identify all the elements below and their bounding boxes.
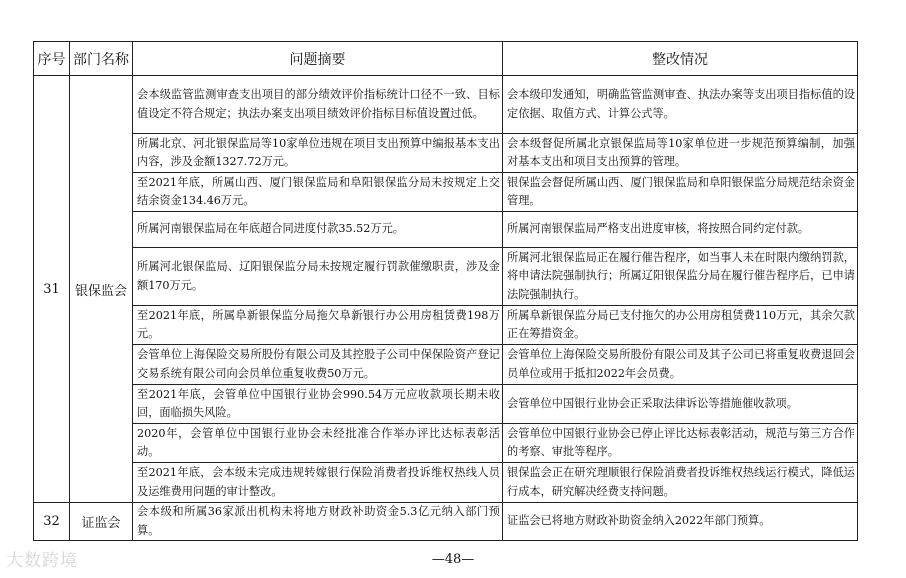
seq-cell: 31 <box>34 76 70 503</box>
dept-cell: 银保监会 <box>70 76 133 503</box>
rectify-cell: 银保监会督促所属山西、厦门银保监局和阜阳银保监分局规范结余资金管理。 <box>503 173 858 212</box>
issue-cell: 所属北京、河北银保监局等10家单位违规在项目支出预算中编报基本支出内容，涉及金额1327.72万元。 <box>133 134 503 173</box>
issue-cell: 至2021年底，所属山西、厦门银保监局和阜阳银保监分局未按规定上交结余资金134.46万元。 <box>133 173 503 212</box>
rectify-cell: 会管单位上海保险交易所股份有限公司及其子公司已将重复收费退回会员单位或用于抵扣2022年会员费。 <box>503 345 858 385</box>
table-row <box>34 463 858 503</box>
issue-cell: 所属河南银保监局在年底超合同进度付款35.52万元。 <box>133 212 503 248</box>
issue-cell: 会本级监管监测审查支出项目的部分绩效评价指标统计口径不一致、目标值设定不符合规定；执法办案支出项目绩效评价指标目标值设置过低。 <box>133 76 503 134</box>
issue-cell: 至2021年底，会本级未完成违规转嫁银行保险消费者投诉维权热线人员及运维费用问题的审计整改。 <box>133 463 503 503</box>
rectification-table <box>33 41 858 541</box>
issue-cell: 所属河北银保监局、辽阳银保监分局未按规定履行罚款催缴职责，涉及金额170万元。 <box>133 248 503 306</box>
rectify-cell: 所属阜新银保监分局已支付拖欠的办公用房租赁费110万元，其余欠款正在筹措资金。 <box>503 306 858 345</box>
header-rectify: 整改情况 <box>503 42 858 76</box>
issue-cell: 会管单位上海保险交易所股份有限公司及其控股子公司中保保险资产登记交易系统有限公司向会员单位重复收费50万元。 <box>133 345 503 385</box>
header-issue: 问题摘要 <box>133 42 503 76</box>
dept-cell: 证监会 <box>70 503 133 541</box>
header-seq: 序号 <box>34 42 70 76</box>
issue-cell: 会本级和所属36家派出机构未将地方财政补助资金5.3亿元纳入部门预算。 <box>133 503 503 541</box>
watermark-logo: 大数跨境 <box>6 551 78 571</box>
table-header-row <box>34 42 858 76</box>
rectify-cell: 银保监会正在研究理顺银行保险消费者投诉维权热线运行模式，降低运行成本，研究解决经费支持问题。 <box>503 463 858 503</box>
table-row <box>34 173 858 212</box>
rectify-cell: 会本级督促所属北京银保监局等10家单位进一步规范预算编制，加强对基本支出和项目支出预算的管理。 <box>503 134 858 173</box>
table-row <box>34 345 858 385</box>
rectify-cell: 会管单位中国银行业协会正采取法律诉讼等措施催收款项。 <box>503 385 858 424</box>
rectify-cell: 会管单位中国银行业协会已停止评比达标表彰活动，规范与第三方合作的考察、审批等程序。 <box>503 424 858 463</box>
rectify-cell: 所属河北银保监局正在履行催告程序，如当事人未在时限内缴纳罚款，将申请法院强制执行；所属辽阳银保监分局在履行催告程序后，已申请法院强制执行。 <box>503 248 858 306</box>
page-number: —48— <box>431 552 475 567</box>
issue-cell: 至2021年底，会管单位中国银行业协会990.54万元应收款项长期未收回，面临损失风险。 <box>133 385 503 424</box>
table-row <box>34 306 858 345</box>
issue-cell: 至2021年底，所属阜新银保监分局拖欠阜新银行办公用房租赁费198万元。 <box>133 306 503 345</box>
header-dept: 部门名称 <box>70 42 133 76</box>
table-row <box>34 503 858 541</box>
rectify-cell: 会本级印发通知，明确监管监测审查、执法办案等支出项目指标值的设定依据、取值方式、计算公式等。 <box>503 76 858 134</box>
table-row <box>34 248 858 306</box>
table-row <box>34 212 858 248</box>
table-row <box>34 385 858 424</box>
issue-cell: 2020年，会管单位中国银行业协会未经批准合作举办评比达标表彰活动。 <box>133 424 503 463</box>
table-row <box>34 424 858 463</box>
rectify-cell: 证监会已将地方财政补助资金纳入2022年部门预算。 <box>503 503 858 541</box>
rectify-cell: 所属河南银保监局严格支出进度审核，将按照合同约定付款。 <box>503 212 858 248</box>
seq-cell: 32 <box>34 503 70 541</box>
table-row <box>34 76 858 134</box>
table-row <box>34 134 858 173</box>
